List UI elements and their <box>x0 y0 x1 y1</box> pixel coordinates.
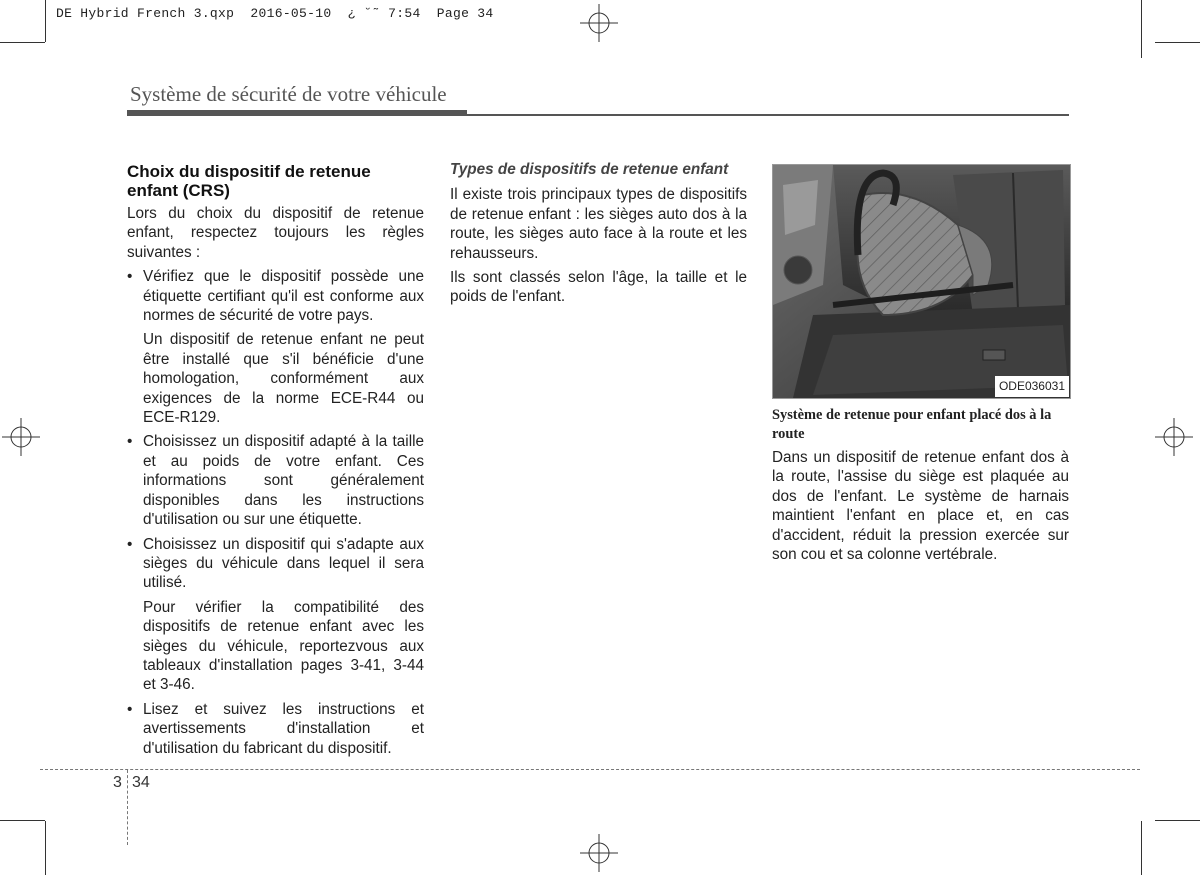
chapter-title: Système de sécurité de votre véhicule <box>130 82 447 106</box>
footer-divider <box>127 770 128 845</box>
header-rule <box>127 110 467 116</box>
figure-caption: Système de retenue pour enfant placé dos à la route <box>772 407 1052 442</box>
chapter-number: 3 <box>113 774 122 791</box>
paragraph: Dans un dispositif de retenue enfant dos à la route, l'assise du siège est plaquée au dos de l'enfant. Le système de harnais maintient l'enfant en place et, en cas d'accident, réduit la pression exercée sur son cou et sa colonne vertébrale. <box>772 449 1069 564</box>
image-code: ODE036031 <box>995 376 1069 397</box>
rear-facing-child-seat-illustration <box>773 165 1070 398</box>
list-item <box>127 267 424 427</box>
bullet-text: • Lisez et suivez les instructions et avertissements d'installation et d'utilisation du fabricant du dispositif. <box>143 700 424 757</box>
paragraph: Ils sont classés selon l'âge, la taille et le poids de l'enfant. <box>450 269 747 306</box>
registration-mark-icon <box>1155 418 1195 458</box>
registration-mark-icon <box>580 834 620 874</box>
column-1 <box>127 160 424 763</box>
bullet-subtext: Un dispositif de retenue enfant ne peut être installé que s'il bénéficie d'une homologation, conformément aux exigences de la norme ECE-R44 ou ECE-R129. <box>143 331 424 427</box>
rules-list <box>127 267 424 758</box>
intro-paragraph: Lors du choix du dispositif de retenue enfant, respectez toujours les règles suivantes : <box>127 205 424 261</box>
paragraph: Il existe trois principaux types de dispositifs de retenue enfant : les sièges auto dos à la route, les sièges auto face à la route et les rehausseurs. <box>450 186 747 262</box>
bullet-text: • Choisissez un dispositif qui s'adapte aux sièges du véhicule dans lequel il sera utilisé. <box>143 535 424 592</box>
registration-mark-icon <box>580 4 620 44</box>
bullet-text: • Vérifiez que le dispositif possède une étiquette certifiant qu'il est conforme aux normes de sécurité de votre pays. <box>143 268 424 325</box>
bullet-text: • Choisissez un dispositif adapté à la taille et au poids de votre enfant. Ces informations sont généralement disponibles dans les instructions d'utilisation ou sur une étiquette. <box>143 433 424 529</box>
car-seat-photo <box>772 164 1071 399</box>
list-item <box>127 432 424 529</box>
subsection-heading: Types de dispositifs de retenue enfant <box>450 161 729 178</box>
list-item <box>127 535 424 695</box>
page-number: 34 <box>132 774 150 791</box>
section-heading: Choix du dispositif de retenue enfant (CRS) <box>127 162 371 200</box>
column-2 <box>450 160 747 312</box>
header-rule-thin <box>467 114 1069 116</box>
column-3 <box>772 164 1069 569</box>
footer-rule <box>40 769 1140 770</box>
registration-mark-icon <box>2 418 42 458</box>
list-item <box>127 700 424 758</box>
print-header: DE Hybrid French 3.qxp 2016-05-10 ¿ ˘˜ 7:54 Page 34 <box>56 6 494 21</box>
bullet-subtext: Pour vérifier la compatibilité des dispositifs de retenue enfant avec les sièges du véhicule, reportezvous aux tableaux d'installation pages 3-41, 3-44 et 3-46. <box>143 598 424 694</box>
